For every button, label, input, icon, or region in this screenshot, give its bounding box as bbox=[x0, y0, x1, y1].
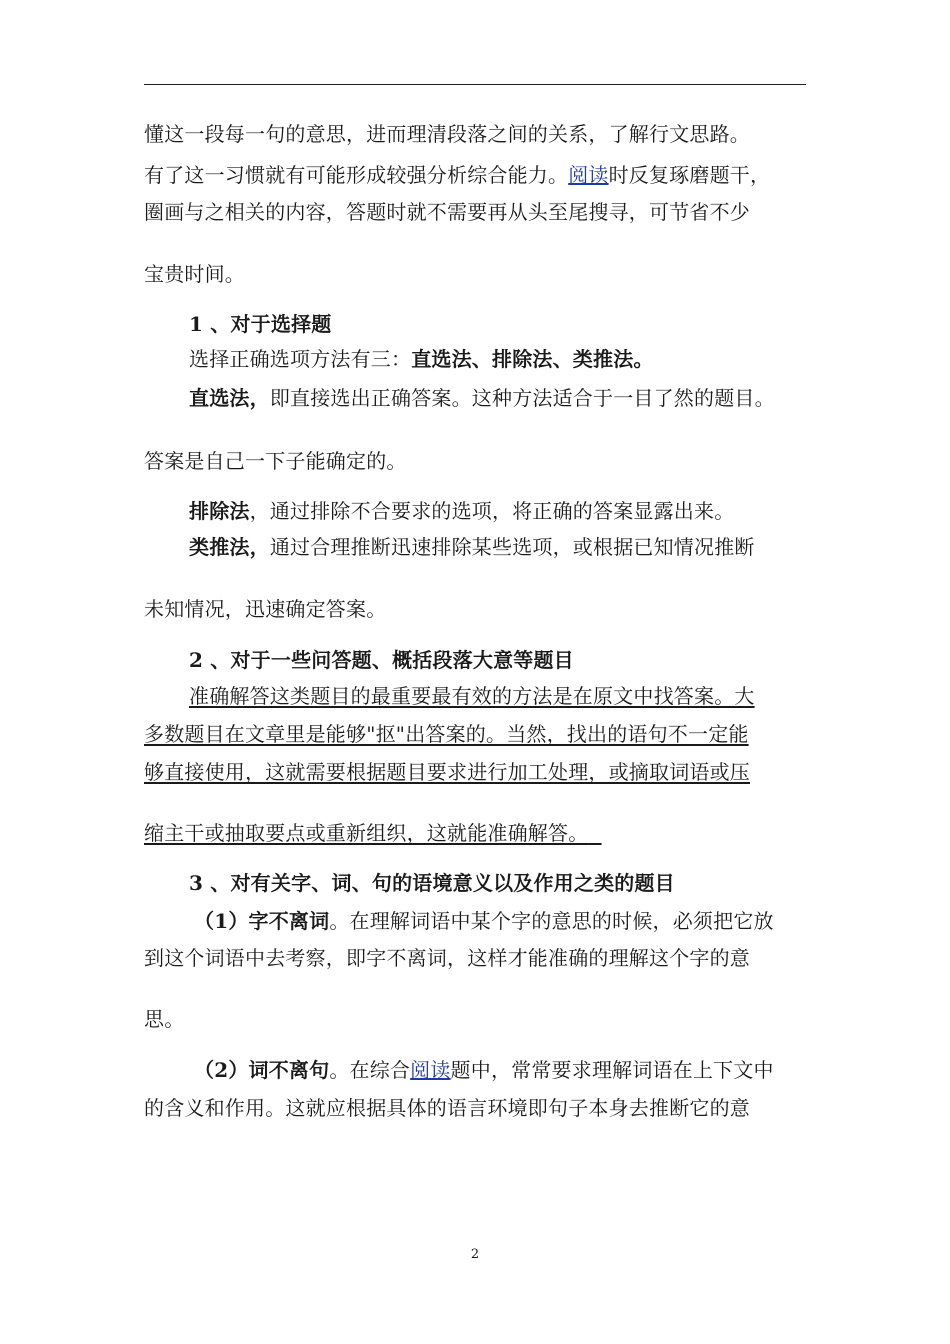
text-line bbox=[189, 383, 808, 413]
bold-span: 类推法， bbox=[189, 535, 270, 559]
header-rule bbox=[144, 84, 806, 85]
text-line bbox=[144, 594, 808, 624]
bold-span: （1）字不离词 bbox=[194, 909, 330, 933]
text-span: 答案是自己一下子能确定的。 bbox=[144, 449, 407, 473]
text-span: 到这个词语中去考察，即字不离词，这样才能准确的理解这个字的意 bbox=[144, 946, 750, 970]
underlined-span: 准确解答这类题目的最重要最有效的方法是在原文中找答案。大 bbox=[189, 684, 755, 708]
text-span: 有了这一习惯就有可能形成较强分析综合能力。 bbox=[144, 163, 569, 187]
underline-trail bbox=[588, 821, 601, 845]
text-span: 时反复琢磨题干， bbox=[608, 163, 771, 187]
text-span: ，通过排除不合要求的选项，将正确的答案显露出来。 bbox=[249, 499, 735, 523]
underlined-span: 够直接使用，这就需要根据题目要求进行加工处理，或摘取词语或压 bbox=[144, 760, 750, 784]
page-number: 2 bbox=[470, 1247, 480, 1262]
text-span: 的含义和作用。这就应根据具体的语言环境即句子本身去推断它的意 bbox=[144, 1096, 750, 1120]
heading-text: 2 、对于一些问答题、概括段落大意等题目 bbox=[189, 648, 574, 672]
text-span: 通过合理推断迅速排除某些选项，或根据已知情况推断 bbox=[269, 535, 755, 559]
text-line bbox=[144, 446, 808, 476]
bold-span: 直选法、排除法、类推法。 bbox=[411, 347, 654, 371]
bold-span: 排除法 bbox=[189, 499, 250, 523]
underlined-span: 多数题目在文章里是能够"抠"出答案的。当然，找出的语句不一定能 bbox=[144, 722, 749, 746]
text-line bbox=[144, 119, 808, 149]
text-line bbox=[144, 943, 808, 973]
heading-text: 1 、对于选择题 bbox=[189, 312, 332, 336]
section-heading-3 bbox=[189, 868, 808, 898]
text-span: 思。 bbox=[144, 1007, 185, 1031]
section-heading-1 bbox=[189, 309, 808, 339]
bold-span: 直选法， bbox=[189, 386, 270, 410]
text-line bbox=[144, 1004, 808, 1034]
text-line bbox=[144, 160, 808, 190]
heading-text: 3 、对有关字、词、句的语境意义以及作用之类的题目 bbox=[189, 871, 675, 895]
text-line bbox=[189, 496, 808, 526]
text-span: 。在理解词语中某个字的意思的时候，必须把它放 bbox=[329, 909, 774, 933]
text-line bbox=[144, 719, 808, 749]
text-line bbox=[144, 757, 808, 787]
text-span: 圈画与之相关的内容，答题时就不需要再从头至尾搜寻，可节省不少 bbox=[144, 200, 750, 224]
text-line bbox=[189, 681, 808, 711]
text-line bbox=[144, 197, 808, 227]
text-span: 未知情况，迅速确定答案。 bbox=[144, 597, 387, 621]
text-line bbox=[189, 344, 808, 374]
reading-link[interactable]: 阅读 bbox=[568, 163, 609, 187]
text-span: 懂这一段每一句的意思，进而理清段落之间的关系，了解行文思路。 bbox=[144, 122, 750, 146]
text-line bbox=[144, 818, 808, 848]
text-span: 即直接选出正确答案。这种方法适合于一目了然的题目。 bbox=[269, 386, 775, 410]
text-span: 。在综合 bbox=[329, 1058, 411, 1082]
text-span: 题中，常常要求理解词语在上下文中 bbox=[450, 1058, 774, 1082]
bold-span: （2）词不离句 bbox=[194, 1058, 330, 1082]
underlined-span: 缩主干或抽取要点或重新组织，这就能准确解答。 bbox=[144, 821, 589, 845]
text-line bbox=[194, 1055, 808, 1085]
text-line bbox=[189, 532, 808, 562]
section-heading-2 bbox=[189, 645, 808, 675]
reading-link[interactable]: 阅读 bbox=[410, 1058, 451, 1082]
text-span: 选择正确选项方法有三： bbox=[189, 347, 412, 371]
text-line bbox=[144, 259, 808, 289]
text-line bbox=[194, 906, 808, 936]
text-line bbox=[144, 1093, 808, 1123]
text-span: 宝贵时间。 bbox=[144, 262, 245, 286]
